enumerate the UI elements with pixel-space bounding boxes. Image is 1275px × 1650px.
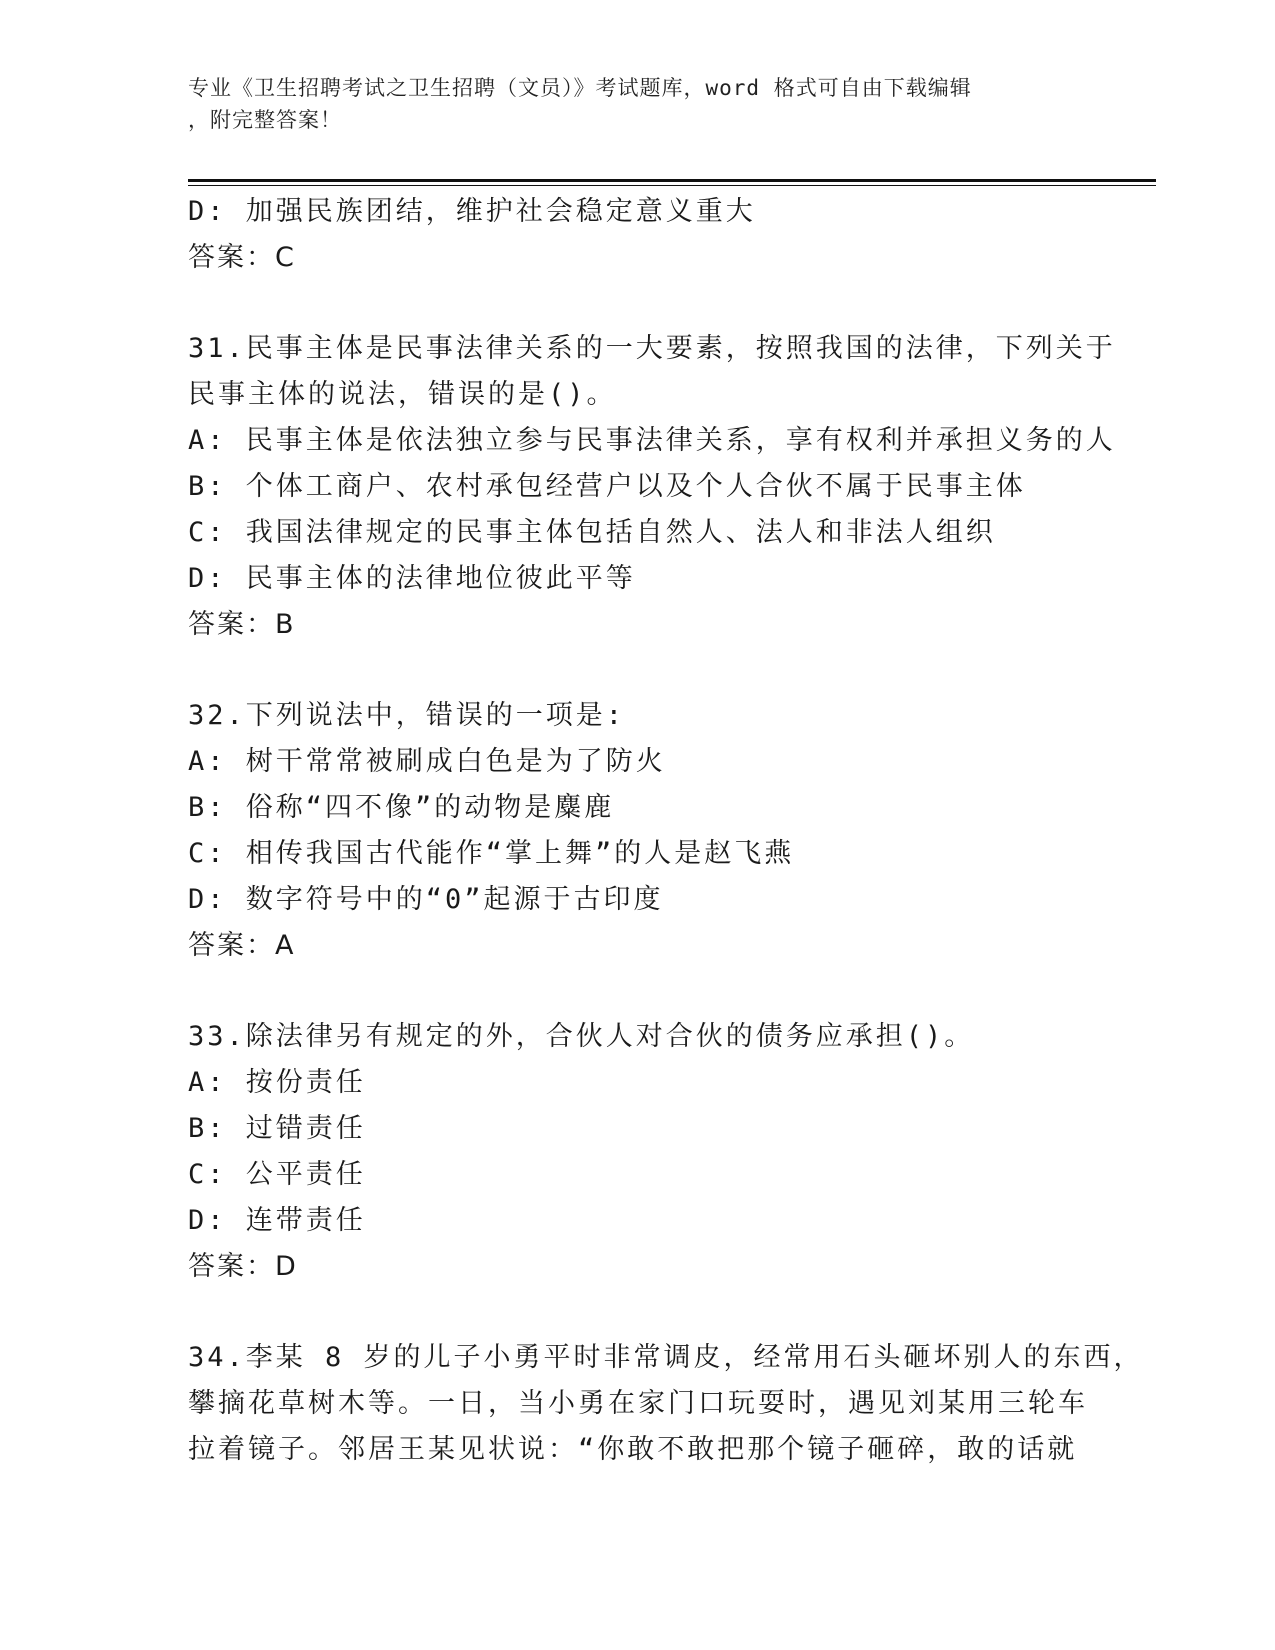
question-33 (188, 1014, 1088, 1290)
question-prev (188, 189, 1088, 281)
question-31 (188, 326, 1116, 648)
header-divider-thick (188, 179, 1156, 182)
question-stem-line: 攀摘花草树木等。一日，当小勇在家门口玩耍时，遇见刘某用三轮车 (188, 1388, 1088, 1419)
answer: 答案：C (188, 242, 296, 273)
option-d: D: 连带责任 (188, 1205, 366, 1236)
document-header (188, 72, 1088, 136)
option-b: B: 俗称“四不像”的动物是麋鹿 (188, 792, 615, 823)
option-a: A: 树干常常被刷成白色是为了防火 (188, 746, 666, 777)
question-stem-line: 34.李某 8 岁的儿子小勇平时非常调皮，经常用石头砸坏别人的东西， (188, 1342, 1144, 1373)
question-list (188, 189, 1144, 1473)
option-d: D: 民事主体的法律地位彼此平等 (188, 563, 636, 594)
option-c: C: 我国法律规定的民事主体包括自然人、法人和非法人组织 (188, 517, 996, 548)
option-b: B: 个体工商户、农村承包经营户以及个人合伙不属于民事主体 (188, 471, 1026, 502)
option-b: B: 过错责任 (188, 1113, 366, 1144)
question-stem-line: 民事主体的说法，错误的是()。 (188, 379, 617, 410)
question-stem-line: 32.下列说法中，错误的一项是: (188, 700, 626, 731)
question-stem-line: 拉着镜子。邻居王某见状说：“你敢不敢把那个镜子砸碎，敢的话就 (188, 1434, 1078, 1465)
option-a: A: 民事主体是依法独立参与民事法律关系，享有权利并承担义务的人 (188, 425, 1116, 456)
question-32 (188, 693, 1088, 969)
question-stem-line: 31.民事主体是民事法律关系的一大要素，按照我国的法律，下列关于 (188, 333, 1116, 364)
answer: 答案：A (188, 930, 296, 961)
header-line-1: 专业《卫生招聘考试之卫生招聘（文员）》考试题库，word 格式可自由下载编辑 (188, 76, 972, 100)
option-c: C: 公平责任 (188, 1159, 366, 1190)
answer: 答案：D (188, 1251, 298, 1282)
answer: 答案：B (188, 609, 296, 640)
question-34 (188, 1335, 1144, 1473)
option-d: D: 加强民族团结，维护社会稳定意义重大 (188, 196, 756, 227)
question-stem-line: 33.除法律另有规定的外，合伙人对合伙的债务应承担()。 (188, 1021, 975, 1052)
option-d: D: 数字符号中的“0”起源于古印度 (188, 884, 664, 915)
option-a: A: 按份责任 (188, 1067, 366, 1098)
header-divider-thin (188, 185, 1156, 186)
header-line-2: ，附完整答案！ (188, 108, 342, 132)
option-c: C: 相传我国古代能作“掌上舞”的人是赵飞燕 (188, 838, 795, 869)
